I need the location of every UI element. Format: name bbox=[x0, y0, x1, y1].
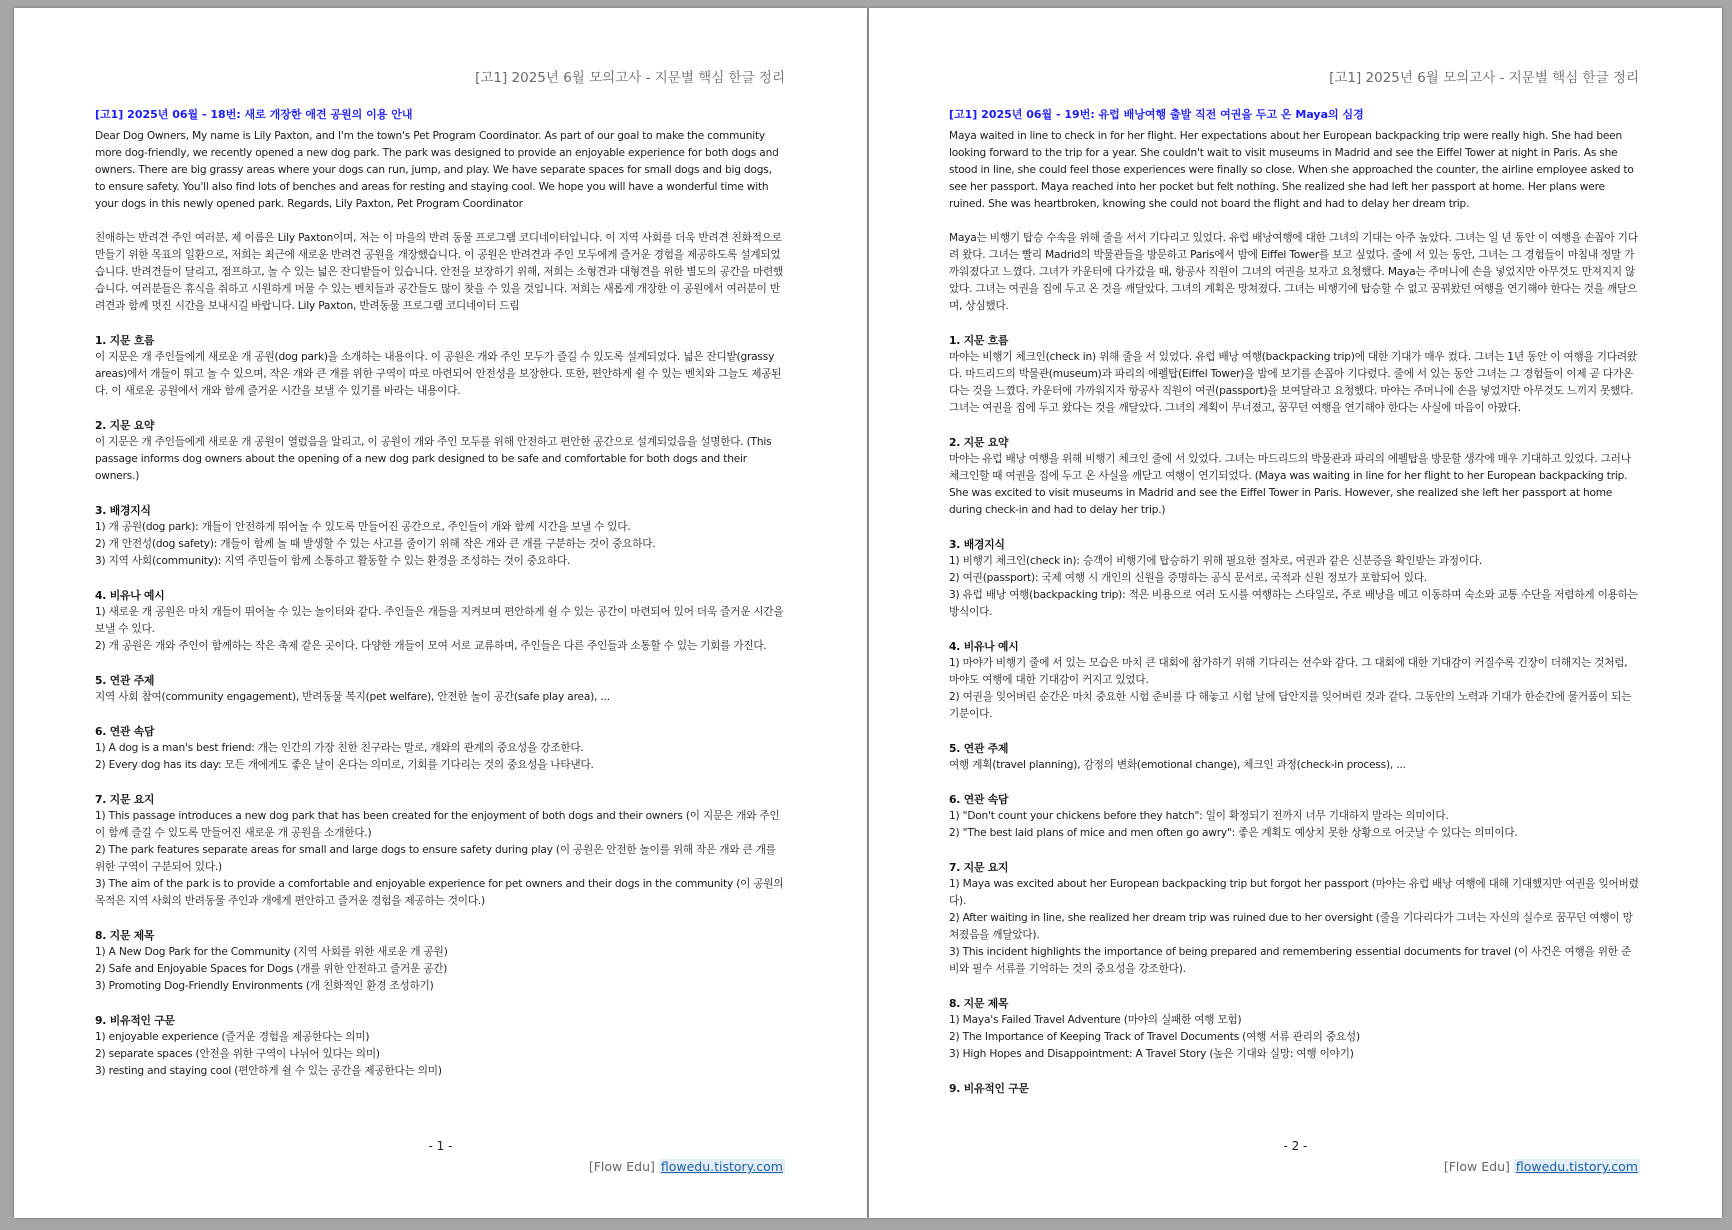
section-line: 2) "The best laid plans of mice and men often go awry": 좋은 계획도 예상치 못한 상황으로 어긋날 수 있다는 의미이다. bbox=[949, 827, 1518, 839]
section-heading: 7. 지문 요지 bbox=[95, 793, 155, 806]
section-heading: 6. 연관 속담 bbox=[949, 793, 1009, 806]
section-figurative bbox=[949, 1080, 1639, 1097]
section-main-idea bbox=[949, 859, 1639, 978]
section-figurative bbox=[95, 1012, 785, 1080]
passage-title: [고1] 2025년 06월 - 18번: 새로 개장한 애견 공원의 이용 안내 bbox=[95, 108, 413, 121]
section-proverbs bbox=[95, 723, 785, 774]
page-number: - 1 - bbox=[428, 1139, 453, 1153]
section-line: 1) 마야가 비행기 줄에 서 있는 모습은 마치 큰 대회에 참가하기 위해 기다리는 선수와 같다. 그 대회에 대한 기대감이 커질수록 긴장이 더해지는 것처럼, 마야도 여행에 대한 기대감이 커지고 있었다. bbox=[949, 657, 1628, 686]
section-line: 2) 개 공원은 개와 주인이 함께하는 작은 축제 같은 곳이다. 다양한 개들이 모여 서로 교류하며, 주인들은 다른 주인들과 소통할 수 있는 기회를 가진다. bbox=[95, 640, 767, 652]
section-line: 2) Safe and Enjoyable Spaces for Dogs (개를 위한 안전하고 즐거운 공간) bbox=[95, 963, 448, 975]
section-line: 이 지문은 개 주인들에게 새로운 개 공원이 열렸음을 알리고, 이 공원이 개와 주인 모두를 위해 안전하고 편안한 공간으로 설계되었음을 설명한다. (This passage informs dog owners about the opening of a new dog park designed to be safe and comfortable for both dogs and their owners.) bbox=[95, 436, 772, 482]
section-summary bbox=[95, 417, 785, 485]
section-line: 3) 유럽 배낭 여행(backpacking trip): 적은 비용으로 여러 도시를 여행하는 스타일로, 주로 배낭을 메고 이동하며 숙소와 교통 수단을 저렴하게 이용하는 방식이다. bbox=[949, 589, 1638, 618]
section-line: 1) 비행기 체크인(check in): 승객이 비행기에 탑승하기 위해 필요한 절차로, 여권과 같은 신분증을 확인받는 과정이다. bbox=[949, 555, 1483, 567]
section-analogy bbox=[95, 587, 785, 655]
section-line: 1) 개 공원(dog park): 개들이 안전하게 뛰어놀 수 있도록 만들어진 공간으로, 주인들이 개와 함께 시간을 보낼 수 있다. bbox=[95, 521, 631, 533]
section-line: 여행 계획(travel planning), 감정의 변화(emotional change), 체크인 과정(check-in process), ... bbox=[949, 759, 1406, 771]
section-line: 2) 여권을 잊어버린 순간은 마치 중요한 시험 준비를 다 해놓고 시험 날에 답안지를 잊어버린 것과 같다. 그동안의 노력과 기대가 한순간에 물거품이 되는 기분이다. bbox=[949, 691, 1632, 720]
footer-link[interactable]: flowedu.tistory.com bbox=[660, 1159, 783, 1174]
section-flow bbox=[949, 332, 1639, 417]
section-heading: 7. 지문 요지 bbox=[949, 861, 1009, 874]
section-line: 2) The park features separate areas for small and large dogs to ensure safety during play (이 공원은 안전한 놀이를 위해 작은 개와 큰 개를 위한 구역이 구분되어 있다.) bbox=[95, 844, 776, 873]
section-heading: 4. 비유나 예시 bbox=[95, 589, 165, 602]
section-line: 이 지문은 개 주인들에게 새로운 개 공원(dog park)을 소개하는 내용이다. 이 공원은 개와 주인 모두가 즐길 수 있도록 설계되었다. 넓은 잔디밭(grassy areas)에서 개들이 뛰고 놀 수 있으며, 작은 개와 큰 개를 위한 구역이 따로 마련되어 안전성을 보장한다. 또한, 편안하게 쉴 수 있는 벤치와 그늘도 제공된다. 이 새로운 공원에서 개와 함께 즐거운 시간을 보낼 수 있기를 바라는 내용이다. bbox=[95, 351, 782, 397]
section-line: 지역 사회 참여(community engagement), 반려동물 복지(pet welfare), 안전한 놀이 공간(safe play area), ... bbox=[95, 691, 610, 703]
section-heading: 1. 지문 흐름 bbox=[95, 334, 155, 347]
korean-translation: 친애하는 반려견 주인 여러분, 제 이름은 Lily Paxton이며, 저는 이 마을의 반려 동물 프로그램 코디네이터입니다. 이 지역 사회를 더욱 반려견 친화적으로 만들기 위한 목표의 일환으로, 저희는 최근에 새로운 반려견 공원을 개장했습니다. 이 공원은 반려견과 주인 모두에게 즐거운 경험을 제공하도록 설계되었습니다. 반려견들이 달리고, 점프하고, 놀 수 있는 넓은 잔디밭들이 있습니다. 안전을 보장하기 위해, 저희는 소형견과 대형견을 위한 별도의 공간을 마련했습니다. 여러분들은 휴식을 취하고 시원하게 머물 수 있는 벤치들과 공간들도 많이 찾을 수 있을 것입니다. 저희는 새롭게 개장한 이 공원에서 여러분이 반려견과 함께 멋진 시간을 보내시길 바랍니다. Lily Paxton, 반려동물 프로그램 코디네이터 드림 bbox=[95, 232, 784, 312]
footer bbox=[1444, 1159, 1640, 1174]
section-background bbox=[95, 502, 785, 570]
section-line: 1) Maya's Failed Travel Adventure (마야의 실패한 여행 모험) bbox=[949, 1014, 1242, 1026]
section-heading: 9. 비유적인 구문 bbox=[95, 1014, 175, 1027]
section-line: 2) The Importance of Keeping Track of Travel Documents (여행 서류 관리의 중요성) bbox=[949, 1031, 1360, 1043]
section-related-topics bbox=[949, 740, 1639, 774]
section-heading: 6. 연관 속담 bbox=[95, 725, 155, 738]
section-heading: 2. 지문 요약 bbox=[95, 419, 155, 432]
footer-brand: [Flow Edu] bbox=[1443, 1159, 1510, 1174]
section-line: 3) Promoting Dog-Friendly Environments (개 친화적인 환경 조성하기) bbox=[95, 980, 434, 992]
section-titles bbox=[95, 927, 785, 995]
section-line: 1) enjoyable experience (즐거운 경험을 제공한다는 의미) bbox=[95, 1031, 370, 1043]
section-heading: 9. 비유적인 구문 bbox=[949, 1082, 1029, 1095]
section-line: 2) After waiting in line, she realized her dream trip was ruined due to her oversight (줄을 기다리다가 그녀는 자신의 실수로 꿈꾸던 여행이 망쳐졌음을 깨달았다). bbox=[949, 912, 1633, 941]
section-summary bbox=[949, 434, 1639, 519]
footer-brand: [Flow Edu] bbox=[588, 1159, 655, 1174]
section-background bbox=[949, 536, 1639, 621]
section-line: 마야는 비행기 체크인(check in) 위해 줄을 서 있었다. 유럽 배낭 여행(backpacking trip)에 대한 기대가 매우 컸다. 그녀는 1년 동안 이 여행을 기다려왔다. 마드리드의 박물관(museum)과 파리의 에펠탑(Eiffel Tower)을 밤에 보기를 손꼽아 기다렸다. 줄에 서 있는 동안 그녀는 그 경험들이 이제 곧 다가온다는 것을 느꼈다. 카운터에 가까워지자 항공사 직원이 여권(passport)을 보여달라고 요청했다. 마야는 주머니에 손을 넣었지만 아무것도 느끼지 못했다. 그녀는 여권을 집에 두고 왔다는 것을 깨달았다. 그녀의 계획이 무너졌고, 꿈꾸던 여행을 연기해야 한다는 사실에 마음이 아팠다. bbox=[949, 351, 1637, 414]
korean-translation: Maya는 비행기 탑승 수속을 위해 줄을 서서 기다리고 있었다. 유럽 배낭여행에 대한 그녀의 기대는 아주 높았다. 그녀는 일 년 동안 이 여행을 손꼽아 기다려 왔다. 그녀는 빨리 Madrid의 박물관들을 방문하고 Paris에서 밤에 Eiffel Tower를 보고 싶었다. 줄에 서 있는 동안, 그녀는 그 경험들이 마침내 정말 가까워졌다고 느꼈다. 그녀가 카운터에 다가갔을 때, 항공사 직원이 그녀의 여권을 보자고 요청했다. Maya는 주머니에 손을 넣었지만 아무것도 만져지지 않았다. 그녀는 여권을 집에 두고 온 것을 깨달았다. 그녀의 계획은 망쳐졌다. 그녀는 비행기에 탑승할 수 없고 꿈꿔왔던 여행을 연기해야 한다는 것을 깨달으며, 상심했다. bbox=[949, 232, 1638, 312]
section-line: 2) separate spaces (안전을 위한 구역이 나뉘어 있다는 의미) bbox=[95, 1048, 380, 1060]
section-related-topics bbox=[95, 672, 785, 706]
section-proverbs bbox=[949, 791, 1639, 842]
section-flow bbox=[95, 332, 785, 400]
page-content bbox=[95, 66, 785, 1097]
section-line: 1) "Don't count your chickens before they hatch": 일이 확정되기 전까지 너무 기대하지 말라는 의미이다. bbox=[949, 810, 1449, 822]
section-titles bbox=[949, 995, 1639, 1063]
section-line: 2) 개 안전성(dog safety): 개들이 함께 놀 때 발생할 수 있는 사고를 줄이기 위해 작은 개와 큰 개를 구분하는 것이 중요하다. bbox=[95, 538, 656, 550]
section-heading: 2. 지문 요약 bbox=[949, 436, 1009, 449]
section-analogy bbox=[949, 638, 1639, 723]
running-header: [고1] 2025년 6월 모의고사 - 지문별 핵심 한글 정리 bbox=[1329, 70, 1639, 86]
section-line: 2) 여권(passport): 국제 여행 시 개인의 신원을 증명하는 공식 문서로, 국적과 신원 정보가 포함되어 있다. bbox=[949, 572, 1427, 584]
section-line: 1) 새로운 개 공원은 마치 개들이 뛰어놀 수 있는 놀이터와 같다. 주인들은 개들을 지켜보며 편안하게 쉴 수 있는 공간이 마련되어 있어 더욱 즐거운 시간을 보낼 수 있다. bbox=[95, 606, 784, 635]
english-passage: Maya waited in line to check in for her flight. Her expectations about her European backpacking trip were really high. She had been looking forward to the trip for a year. She couldn't wait to visit museums in Madrid and see the Eiffel Tower at night in Paris. As she stood in line, she could feel those experiences were finally so close. When she approached the counter, the airline employee asked to see her passport. Maya reached into her pocket but felt nothing. She realized she had left her passport at home. Her plans were ruined. She was heartbroken, knowing she could not board the flight and had to delay her dream trip. bbox=[949, 130, 1634, 210]
section-heading: 8. 지문 제목 bbox=[949, 997, 1009, 1010]
section-line: 2) Every dog has its day: 모든 개에게도 좋은 날이 온다는 의미로, 기회를 기다리는 것의 중요성을 나타낸다. bbox=[95, 759, 594, 771]
footer bbox=[589, 1159, 785, 1174]
section-line: 1) This passage introduces a new dog park that has been created for the enjoyment of both dogs and their owners (이 지문은 개와 주인이 함께 즐길 수 있도록 만들어진 새로운 개 공원을 소개한다.) bbox=[95, 810, 780, 839]
section-line: 3) 지역 사회(community): 지역 주민들이 함께 소통하고 활동할 수 있는 환경을 조성하는 것이 중요하다. bbox=[95, 555, 571, 567]
section-heading: 8. 지문 제목 bbox=[95, 929, 155, 942]
page-1 bbox=[14, 8, 867, 1218]
section-heading: 5. 연관 주제 bbox=[95, 674, 155, 687]
section-heading: 3. 배경지식 bbox=[95, 504, 151, 517]
section-line: 3) The aim of the park is to provide a comfortable and enjoyable experience for pet owners and their dogs in the community (이 공원의 목적은 지역 사회의 반려동물 주인과 개에게 편안하고 즐거운 경험을 제공하는 것이다.) bbox=[95, 878, 784, 907]
section-line: 1) A New Dog Park for the Community (지역 사회를 위한 새로운 개 공원) bbox=[95, 946, 448, 958]
page-2 bbox=[869, 8, 1722, 1218]
running-header: [고1] 2025년 6월 모의고사 - 지문별 핵심 한글 정리 bbox=[475, 70, 785, 86]
section-main-idea bbox=[95, 791, 785, 910]
section-line: 1) A dog is a man's best friend: 개는 인간의 가장 친한 친구라는 말로, 개와의 관계의 중요성을 강조한다. bbox=[95, 742, 584, 754]
section-heading: 4. 비유나 예시 bbox=[949, 640, 1019, 653]
footer-link[interactable]: flowedu.tistory.com bbox=[1515, 1159, 1638, 1174]
section-line: 3) This incident highlights the importance of being prepared and remembering essential documents for travel (이 사건은 여행을 위한 준비와 필수 서류를 기억하는 것의 중요성을 강조한다). bbox=[949, 946, 1631, 975]
section-heading: 5. 연관 주제 bbox=[949, 742, 1009, 755]
section-heading: 3. 배경지식 bbox=[949, 538, 1005, 551]
section-line: 3) High Hopes and Disappointment: A Travel Story (높은 기대와 실망: 여행 이야기) bbox=[949, 1048, 1354, 1060]
page-number: - 2 - bbox=[1283, 1139, 1308, 1153]
english-passage: Dear Dog Owners, My name is Lily Paxton, and I'm the town's Pet Program Coordinator. As part of our goal to make the community more dog-friendly, we recently opened a new dog park. The park was designed to provide an enjoyable experience for both dogs and owners. There are big grassy areas where your dogs can run, jump, and play. We have separate spaces for small dogs and big dogs, to ensure safety. You'll also find lots of benches and areas for resting and staying cool. We hope you will have a wonderful time with your dogs in this newly opened park. Regards, Lily Paxton, Pet Program Coordinator bbox=[95, 130, 779, 210]
passage-title: [고1] 2025년 06월 - 19번: 유럽 배낭여행 출발 직전 여권을 두고 온 Maya의 심경 bbox=[949, 108, 1364, 121]
page-content bbox=[949, 66, 1639, 1114]
section-line: 1) Maya was excited about her European backpacking trip but forgot her passport (마야는 유럽 배낭 여행에 대해 기대했지만 여권을 잊어버렸다). bbox=[949, 878, 1639, 907]
section-heading: 1. 지문 흐름 bbox=[949, 334, 1009, 347]
section-line: 3) resting and staying cool (편안하게 쉴 수 있는 공간을 제공한다는 의미) bbox=[95, 1065, 442, 1077]
section-line: 마야는 유럽 배낭 여행을 위해 비행기 체크인 줄에 서 있었다. 그녀는 마드리드의 박물관과 파리의 에펠탑을 방문할 생각에 매우 기대하고 있었다. 그러나 체크인할 때 여권을 집에 두고 온 사실을 깨닫고 여행이 연기되었다. (Maya was waiting in line for her flight to her European backpacking trip. She was excited to visit museums in Madrid and see the Eiffel Tower in Paris. However, she realized she left her passport at home during check-in and had to delay her trip.) bbox=[949, 453, 1631, 516]
